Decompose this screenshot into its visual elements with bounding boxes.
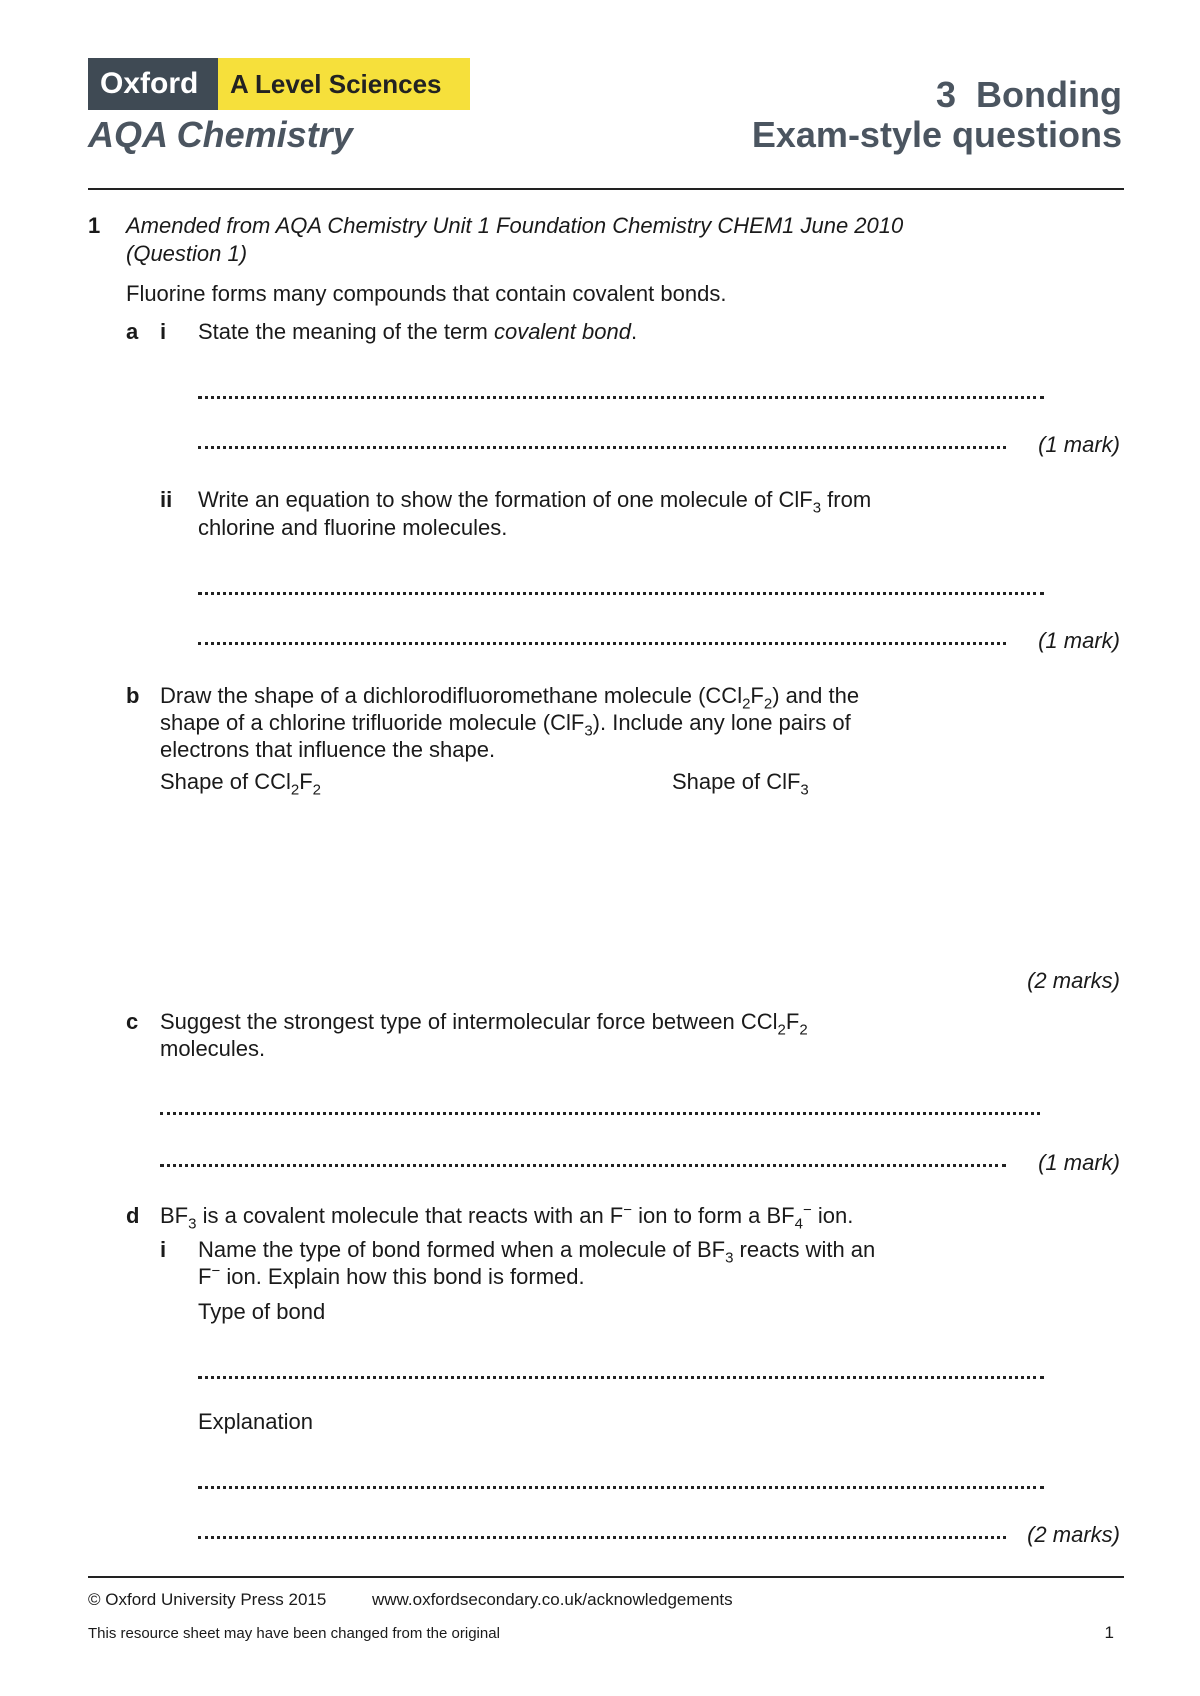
superscript: − [802, 1201, 812, 1219]
type-of-bond-label: Type of bond [198, 1299, 326, 1324]
answer-line[interactable] [160, 1112, 1040, 1115]
text-segment: F [198, 1264, 212, 1289]
chapter-subtitle: Exam-style questions [751, 114, 1122, 155]
part-a-ii-marks: (1 mark) [1038, 628, 1120, 653]
part-d-letter: d [126, 1203, 140, 1228]
shape-label-ccl2f2 [160, 768, 321, 799]
answer-line[interactable] [198, 592, 1044, 595]
chapter-title: 3 Bonding [936, 74, 1122, 115]
text-segment: Shape of ClF [672, 769, 801, 794]
subscript: 2 [763, 695, 773, 713]
term-italic: covalent bond [493, 319, 631, 344]
question-number: 1 [88, 213, 101, 238]
text-segment: is a covalent molecule that reacts with an F [196, 1203, 624, 1228]
question-source-line2: (Question 1) [126, 241, 248, 266]
text-segment: F [750, 683, 764, 708]
text-segment: ion. [811, 1203, 854, 1228]
header-rule [88, 188, 1124, 190]
explanation-label: Explanation [198, 1409, 313, 1434]
subscript: 2 [799, 1021, 808, 1039]
part-b-line2 [160, 709, 851, 740]
answer-line[interactable] [198, 1486, 1044, 1489]
answer-line[interactable] [198, 396, 1044, 399]
text-segment: BF [160, 1203, 189, 1228]
part-c-line2: molecules. [160, 1036, 266, 1061]
text-segment: from [821, 487, 872, 512]
answer-line[interactable] [198, 642, 1006, 645]
text-segment: Draw the shape of a dichlorodifluoromethane molecule (CCl [160, 683, 743, 708]
text-segment: Shape of CCl [160, 769, 291, 794]
part-d-i-line2 [198, 1263, 585, 1290]
answer-line[interactable] [198, 1376, 1044, 1379]
text-segment: State the meaning of the term [198, 319, 494, 344]
text-segment: ) and the [772, 683, 860, 708]
text-segment: reacts with an [733, 1237, 876, 1262]
part-c-marks: (1 mark) [1038, 1150, 1120, 1175]
part-a-ii-label: ii [160, 487, 173, 512]
part-d-i-line1 [198, 1236, 876, 1267]
subscript: 3 [584, 722, 593, 740]
part-a-letter: a [126, 319, 139, 344]
subscript: 2 [290, 781, 300, 799]
text-segment: ). Include any lone pairs of [592, 710, 851, 735]
footer-disclaimer: This resource sheet may have been changed from the original [88, 1625, 500, 1642]
footer-copyright: © Oxford University Press 2015 [88, 1590, 327, 1609]
answer-line[interactable] [160, 1164, 1006, 1167]
page-number: 1 [1104, 1623, 1114, 1642]
text-segment: F [299, 769, 313, 794]
question-source-line1: Amended from AQA Chemistry Unit 1 Foundation Chemistry CHEM1 June 2010 [126, 213, 904, 238]
text-segment: Write an equation to show the formation of one molecule of ClF [198, 487, 813, 512]
subscript: 2 [312, 781, 321, 799]
answer-line[interactable] [198, 446, 1006, 449]
text-segment: F [785, 1009, 800, 1034]
subscript: 4 [794, 1215, 803, 1233]
answer-line[interactable] [198, 1536, 1006, 1539]
superscript: − [211, 1262, 221, 1280]
part-c-line1 [160, 1008, 808, 1039]
subscript: 3 [812, 499, 822, 517]
superscript: − [623, 1201, 632, 1219]
part-b-line3: electrons that influence the shape. [160, 737, 496, 762]
part-b-line1 [160, 682, 860, 713]
part-d-i-marks: (2 marks) [1027, 1522, 1120, 1547]
publisher-logo [88, 58, 470, 110]
part-a-i-label: i [160, 319, 167, 344]
shape-label-clf3 [672, 768, 809, 799]
part-d-i-label: i [160, 1237, 167, 1262]
subscript: 2 [742, 695, 751, 713]
subject-title: AQA Chemistry [88, 114, 353, 155]
text-segment: Suggest the strongest type of intermolecular force between CCl [160, 1009, 778, 1034]
text-segment: Name the type of bond formed when a molecule of BF [198, 1237, 726, 1262]
logo-series: A Level Sciences [218, 58, 470, 110]
drawing-area-clf3[interactable] [672, 800, 1112, 950]
part-a-i-marks: (1 mark) [1038, 432, 1120, 457]
subscript: 3 [188, 1215, 197, 1233]
part-a-ii-line1 [198, 486, 872, 517]
part-d-intro [160, 1201, 854, 1233]
logo-oxford: Oxford [88, 58, 218, 110]
subscript: 3 [725, 1249, 734, 1267]
question-intro: Fluorine forms many compounds that contain covalent bonds. [126, 281, 727, 306]
subscript: 2 [777, 1021, 786, 1039]
footer-rule [88, 1576, 1124, 1578]
text-segment: shape of a chlorine trifluoride molecule (ClF [160, 710, 585, 735]
part-a-ii-line2: chlorine and fluorine molecules. [198, 515, 508, 540]
subscript: 3 [800, 781, 809, 799]
part-b-marks: (2 marks) [1027, 968, 1120, 993]
part-c-letter: c [126, 1009, 139, 1034]
drawing-area-ccl2f2[interactable] [160, 800, 640, 950]
part-a-i-text [198, 318, 637, 345]
text-segment: ion to form a BF [632, 1203, 795, 1228]
text-segment: ion. Explain how this bond is formed. [220, 1264, 585, 1289]
part-b-letter: b [126, 683, 140, 708]
footer-url[interactable]: www.oxfordsecondary.co.uk/acknowledgements [372, 1590, 733, 1609]
text-segment: . [630, 319, 638, 344]
